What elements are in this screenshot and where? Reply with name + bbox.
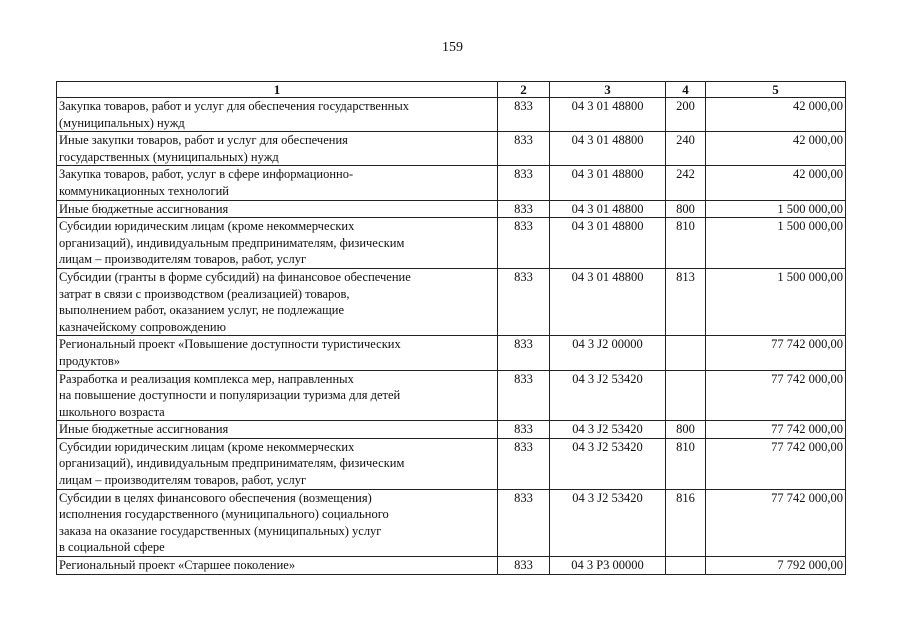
row-admin-code: 833	[498, 200, 550, 218]
table-row	[57, 336, 846, 370]
page-number: 159	[442, 40, 463, 55]
row-target-code: 04 3 01 48800	[550, 166, 666, 200]
row-admin-code: 833	[498, 421, 550, 439]
row-target-code: 04 3 J2 53420	[550, 421, 666, 439]
row-admin-code: 833	[498, 370, 550, 421]
row-expense-type: 816	[666, 489, 706, 556]
row-amount: 42 000,00	[706, 166, 846, 200]
row-admin-code: 833	[498, 98, 550, 132]
row-amount: 77 742 000,00	[706, 336, 846, 370]
header-col-2: 2	[498, 82, 550, 98]
row-admin-code: 833	[498, 268, 550, 335]
row-name: Закупка товаров, работ, услуг в сфере информационно- коммуникационных технологий	[57, 166, 498, 200]
row-amount: 77 742 000,00	[706, 421, 846, 439]
row-expense-type: 810	[666, 218, 706, 269]
row-amount: 1 500 000,00	[706, 268, 846, 335]
row-amount: 7 792 000,00	[706, 557, 846, 575]
row-admin-code: 833	[498, 166, 550, 200]
table-row	[57, 421, 846, 439]
row-admin-code: 833	[498, 132, 550, 166]
row-expense-type: 242	[666, 166, 706, 200]
row-name: Субсидии юридическим лицам (кроме некоммерческих организаций), индивидуальным предпринимателям, физическим лицам – производителям товаров, работ, услуг	[57, 438, 498, 489]
row-target-code: 04 3 J2 53420	[550, 438, 666, 489]
row-expense-type	[666, 336, 706, 370]
table-row	[57, 166, 846, 200]
table-row	[57, 557, 846, 575]
row-expense-type: 800	[666, 421, 706, 439]
table-row	[57, 98, 846, 132]
table-row	[57, 132, 846, 166]
row-amount: 1 500 000,00	[706, 218, 846, 269]
row-amount: 42 000,00	[706, 132, 846, 166]
row-expense-type: 200	[666, 98, 706, 132]
budget-table	[56, 81, 846, 575]
row-admin-code: 833	[498, 557, 550, 575]
row-name: Иные закупки товаров, работ и услуг для обеспечения государственных (муниципальных) нужд	[57, 132, 498, 166]
table-row	[57, 438, 846, 489]
row-admin-code: 833	[498, 336, 550, 370]
row-expense-type: 800	[666, 200, 706, 218]
table-header	[57, 82, 846, 98]
row-target-code: 04 3 01 48800	[550, 98, 666, 132]
table-row	[57, 218, 846, 269]
row-name: Закупка товаров, работ и услуг для обеспечения государственных (муниципальных) нужд	[57, 98, 498, 132]
row-expense-type: 810	[666, 438, 706, 489]
row-target-code: 04 3 01 48800	[550, 268, 666, 335]
row-admin-code: 833	[498, 438, 550, 489]
row-expense-type: 240	[666, 132, 706, 166]
row-expense-type: 813	[666, 268, 706, 335]
row-target-code: 04 3 J2 53420	[550, 370, 666, 421]
header-col-1: 1	[57, 82, 498, 98]
row-target-code: 04 3 J2 53420	[550, 489, 666, 556]
row-name: Региональный проект «Старшее поколение»	[57, 557, 498, 575]
header-col-5: 5	[706, 82, 846, 98]
row-name: Разработка и реализация комплекса мер, направленных на повышение доступности и популяризации туризма для детей школьного возраста	[57, 370, 498, 421]
table-row	[57, 370, 846, 421]
row-expense-type	[666, 557, 706, 575]
row-target-code: 04 3 01 48800	[550, 132, 666, 166]
row-amount: 1 500 000,00	[706, 200, 846, 218]
row-target-code: 04 3 J2 00000	[550, 336, 666, 370]
row-target-code: 04 3 01 48800	[550, 218, 666, 269]
table-row	[57, 268, 846, 335]
row-name: Региональный проект «Повышение доступности туристических продуктов»	[57, 336, 498, 370]
row-name: Субсидии в целях финансового обеспечения (возмещения) исполнения государственного (муниципального) социального заказа на оказание государственных (муниципальных) услуг в социальной сфере	[57, 489, 498, 556]
row-admin-code: 833	[498, 489, 550, 556]
header-col-3: 3	[550, 82, 666, 98]
header-row	[57, 82, 846, 98]
table-row	[57, 200, 846, 218]
row-amount: 77 742 000,00	[706, 370, 846, 421]
row-name: Субсидии (гранты в форме субсидий) на финансовое обеспечение затрат в связи с производством (реализацией) товаров, выполнением работ, оказанием услуг, не подлежащие казначейскому сопровождению	[57, 268, 498, 335]
row-name: Субсидии юридическим лицам (кроме некоммерческих организаций), индивидуальным предпринимателям, физическим лицам – производителям товаров, работ, услуг	[57, 218, 498, 269]
row-amount: 77 742 000,00	[706, 489, 846, 556]
row-name: Иные бюджетные ассигнования	[57, 421, 498, 439]
row-expense-type	[666, 370, 706, 421]
row-target-code: 04 3 P3 00000	[550, 557, 666, 575]
row-amount: 77 742 000,00	[706, 438, 846, 489]
table-body	[57, 98, 846, 575]
row-target-code: 04 3 01 48800	[550, 200, 666, 218]
row-admin-code: 833	[498, 218, 550, 269]
row-name: Иные бюджетные ассигнования	[57, 200, 498, 218]
row-amount: 42 000,00	[706, 98, 846, 132]
header-col-4: 4	[666, 82, 706, 98]
table-row	[57, 489, 846, 556]
